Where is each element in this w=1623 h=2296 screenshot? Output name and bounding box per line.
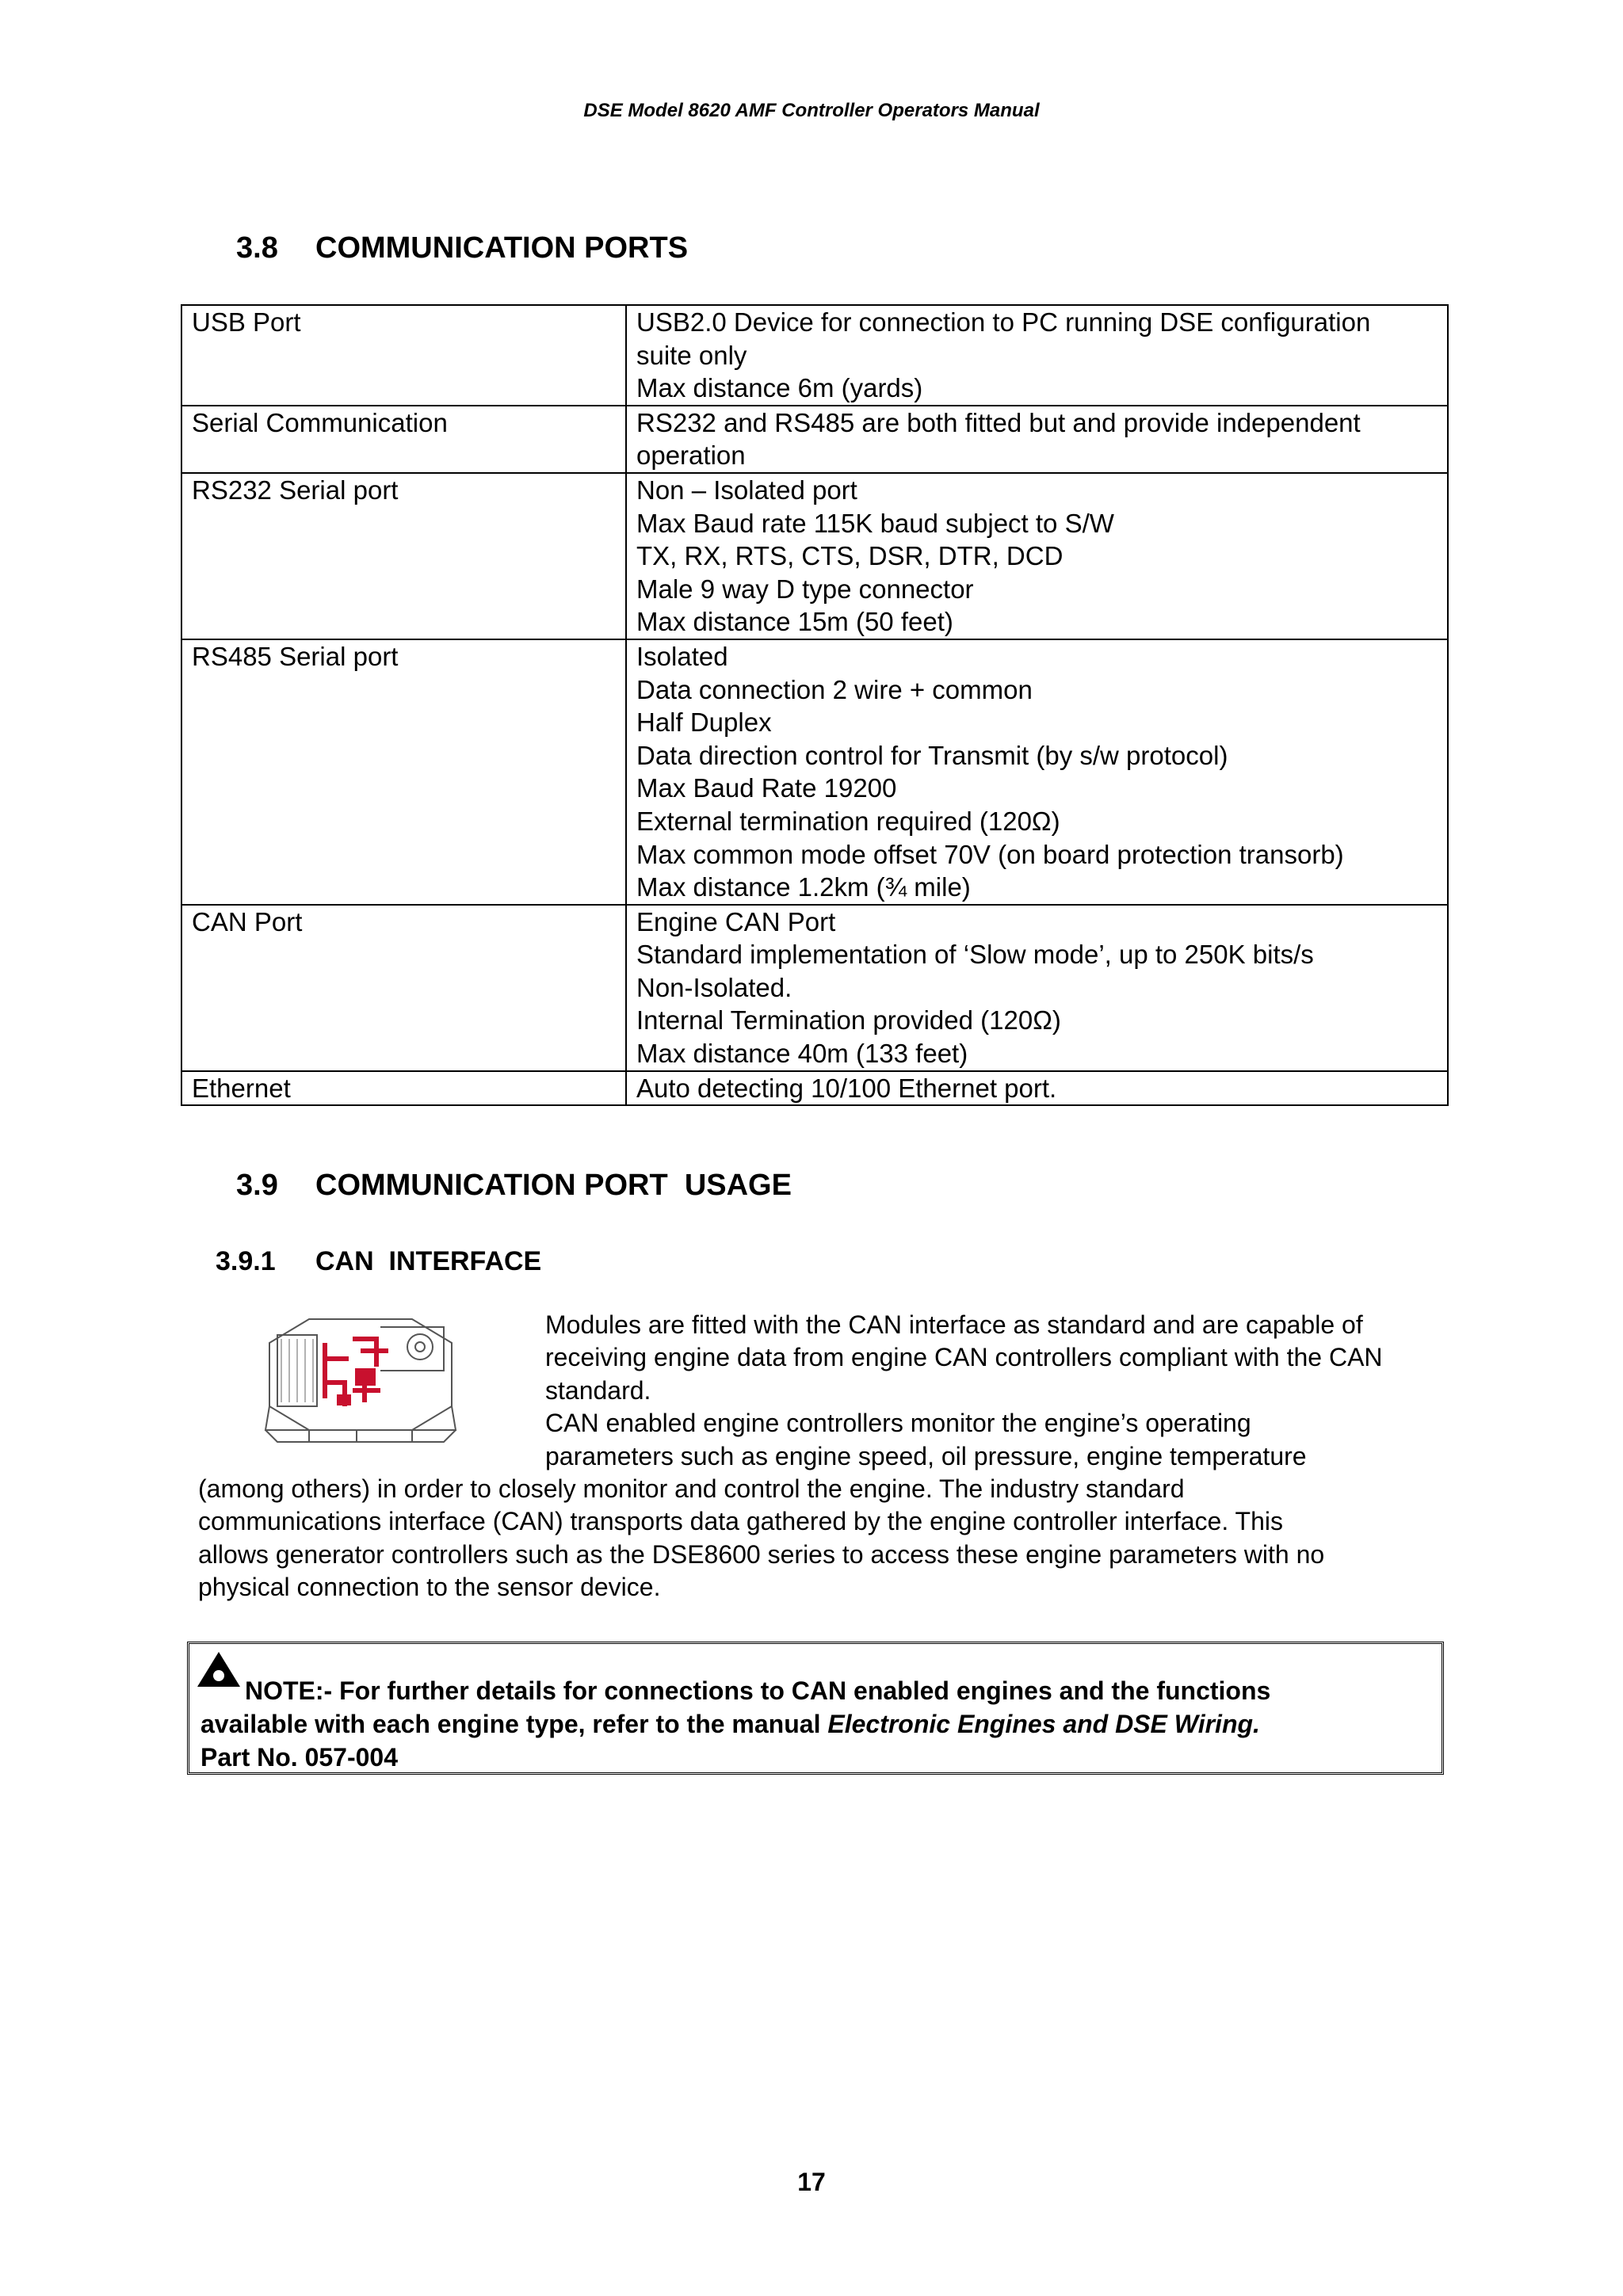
paragraph-line: receiving engine data from engine CAN controllers compliant with the CAN bbox=[545, 1343, 1383, 1372]
description-line: Half Duplex bbox=[636, 707, 772, 738]
description-line: Engine CAN Port bbox=[636, 906, 836, 936]
table-row bbox=[181, 305, 1448, 406]
port-description bbox=[626, 639, 1448, 905]
description-line: Max Baud rate 115K baud subject to S/W bbox=[636, 508, 1114, 538]
paragraph-line: parameters such as engine speed, oil pressure, engine temperature bbox=[545, 1441, 1307, 1470]
paragraph-line: CAN enabled engine controllers monitor the engine’s operating bbox=[545, 1409, 1251, 1438]
port-label: CAN Port bbox=[181, 905, 626, 1071]
description-line: Non-Isolated. bbox=[636, 972, 792, 1002]
description-line: External termination required (120Ω) bbox=[636, 806, 1060, 836]
description-line: Max common mode offset 70V (on board protection transorb) bbox=[636, 839, 1344, 869]
port-description bbox=[626, 406, 1448, 473]
description-line: Data direction control for Transmit (by s/w protocol) bbox=[636, 740, 1228, 770]
description-line: operation bbox=[636, 441, 746, 471]
can-paragraph-indented bbox=[545, 1309, 1383, 1473]
can-paragraph-full bbox=[198, 1473, 1324, 1604]
port-description bbox=[626, 905, 1448, 1071]
description-line: Auto detecting 10/100 Ethernet port. bbox=[636, 1073, 1057, 1103]
description-line: Data connection 2 wire + common bbox=[636, 674, 1033, 704]
paragraph-line: allows generator controllers such as the DSE8600 series to access these engine parameters with no bbox=[198, 1539, 1325, 1569]
table-row bbox=[181, 905, 1448, 1071]
paragraph-line: standard. bbox=[545, 1375, 651, 1405]
description-line: Max Baud Rate 19200 bbox=[636, 773, 897, 803]
table-row bbox=[181, 406, 1448, 473]
description-line: TX, RX, RTS, CTS, DSR, DTR, DCD bbox=[636, 541, 1064, 571]
section-number: 3.8 bbox=[236, 231, 278, 265]
port-label: USB Port bbox=[181, 305, 626, 406]
table-row bbox=[181, 639, 1448, 905]
page-number: 17 bbox=[797, 2168, 826, 2196]
communication-ports-table bbox=[181, 304, 1449, 1106]
description-line: Standard implementation of ‘Slow mode’, up to 250K bits/s bbox=[636, 940, 1314, 970]
section-title: CAN INTERFACE bbox=[315, 1246, 542, 1276]
port-label: Ethernet bbox=[181, 1071, 626, 1106]
section-title: COMMUNICATION PORTS bbox=[315, 231, 689, 265]
manual-title: Electronic Engines and DSE Wiring. bbox=[827, 1710, 1260, 1738]
description-line: RS232 and RS485 are both fitted but and provide independent bbox=[636, 407, 1361, 437]
note-line-3: Part No. 057-004 bbox=[200, 1743, 399, 1772]
description-line: Non – Isolated port bbox=[636, 475, 857, 505]
description-line: Isolated bbox=[636, 641, 728, 671]
note-line-2 bbox=[200, 1707, 1270, 1741]
section-3-9-heading bbox=[236, 1169, 792, 1203]
table-row bbox=[181, 473, 1448, 639]
note-line-1: NOTE:- For further details for connections to CAN enabled engines and the functions bbox=[245, 1676, 1271, 1705]
paragraph-line: communications interface (CAN) transports data gathered by the engine controller interface. This bbox=[198, 1507, 1283, 1536]
port-description bbox=[626, 1071, 1448, 1106]
paragraph-line: Modules are fitted with the CAN interface as standard and are capable of bbox=[545, 1310, 1363, 1339]
paragraph-line: (among others) in order to closely monitor and control the engine. The industry standard bbox=[198, 1474, 1185, 1503]
port-label: RS232 Serial port bbox=[181, 473, 626, 639]
description-line: Max distance 15m (50 feet) bbox=[636, 607, 953, 637]
section-number: 3.9 bbox=[236, 1169, 278, 1202]
table-row bbox=[181, 1071, 1448, 1106]
section-number: 3.9.1 bbox=[216, 1246, 276, 1276]
section-title: COMMUNICATION PORT USAGE bbox=[315, 1169, 792, 1202]
description-line: Max distance 40m (133 feet) bbox=[636, 1039, 968, 1069]
note-text bbox=[200, 1674, 1270, 1774]
engine-illustration bbox=[262, 1311, 460, 1444]
page-header: DSE Model 8620 AMF Controller Operators Manual bbox=[583, 100, 1040, 121]
note-line-2-prefix: available with each engine type, refer to the manual bbox=[200, 1710, 828, 1738]
section-3-9-1-heading bbox=[216, 1246, 541, 1277]
port-label: Serial Communication bbox=[181, 406, 626, 473]
paragraph-line: physical connection to the sensor device. bbox=[198, 1573, 661, 1602]
description-line: Internal Termination provided (120Ω) bbox=[636, 1005, 1061, 1035]
description-line: Male 9 way D type connector bbox=[636, 574, 974, 604]
note-box bbox=[187, 1642, 1444, 1775]
port-label: RS485 Serial port bbox=[181, 639, 626, 905]
port-description bbox=[626, 305, 1448, 406]
section-3-8-heading bbox=[236, 231, 688, 265]
description-line: Max distance 1.2km (¾ mile) bbox=[636, 872, 971, 902]
description-line: suite only bbox=[636, 340, 747, 370]
description-line: Max distance 6m (yards) bbox=[636, 373, 923, 403]
description-line: USB2.0 Device for connection to PC running DSE configuration bbox=[636, 307, 1371, 337]
port-description bbox=[626, 473, 1448, 639]
